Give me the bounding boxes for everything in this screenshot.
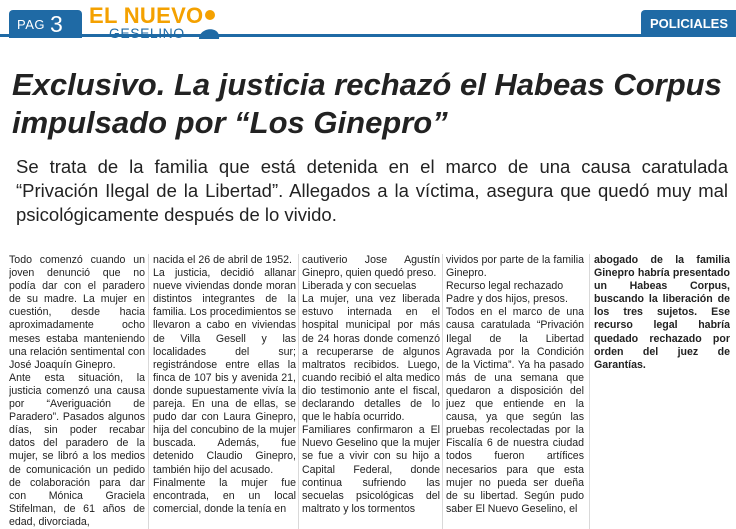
paragraph: La justicia, decidió allanar nueve viviendas donde moran distintos integrantes de la familia. Los procedimientos se llevaron a cabo en viviendas de Villa Gesell y las localidades del sur; registrándose entre ellas la finca de 107 bis y avenida 21, donde supuestamente vivía la pareja. En una de ellas, se pudo dar con Laura Ginepro, hija del concubino de la mujer buscada. Además, fue detenido Claudio Ginepro, también hijo del acusado.	[153, 267, 296, 476]
paragraph: Familiares confirmaron a El Nuevo Geselino que la mujer se fue a vivir con su hijo a Capital Federal, donde continua sufriendo las secuelas psicológicas del maltrato y los tormentos	[302, 424, 440, 515]
paragraph: Padre y dos hijos, presos.	[446, 293, 568, 306]
column-divider	[589, 254, 590, 529]
newspaper-logo	[89, 3, 219, 43]
article-column-4	[446, 254, 584, 529]
subheading: Recurso legal rechazado	[446, 280, 564, 293]
article-column-2	[153, 254, 296, 529]
article-column-5-highlight	[594, 254, 730, 529]
paragraph: nacida el 26 de abril de 1952.	[153, 254, 293, 266]
page-label: PAG	[17, 17, 45, 32]
paragraph: abogado de la familia Ginepro habría presentado un Habeas Corpus, buscando la liberación de los tres sujetos. Ese recurso legal habría quedado rechazado por orden del juez de Garantías.	[594, 254, 730, 371]
page-header	[0, 0, 736, 44]
section-label: POLICIALES	[641, 10, 736, 36]
paragraph: Ante esta situación, la justicia comenzó una causa por “Averiguación de Paradero”. Pasados algunos días, sin poder recabar datos del paradero de la mujer, se libró a los medios de comunicación un pedido de colaboración para dar con Mónica Graciela Stifelman, de 61 años de edad, divorciada,	[9, 371, 145, 528]
column-divider	[442, 254, 443, 529]
logo-line-2: GESELINO	[109, 25, 185, 41]
article-deck: Se trata de la familia que está detenida en el marco de una causa caratulada “Privación Ilegal de la Libertad”. Allegados a la víctima, asegura que quedó muy mal psicológicamente después de lo vivido.	[16, 156, 728, 225]
subheading: Liberada y con secuelas	[302, 280, 417, 293]
page-number: 3	[50, 11, 63, 37]
paragraph: Finalmente la mujer fue encontrada, en un local comercial, donde la tenía en	[153, 476, 296, 515]
article-title: Exclusivo. La justicia rechazó el Habeas Corpus impulsado por “Los Ginepro”	[12, 67, 722, 140]
paragraph: vividos por parte de la familia Ginepro.	[446, 254, 584, 280]
paragraph: La mujer, una vez liberada estuvo internada en el hospital municipal por más de 24 horas donde comenzó a recuperarse de algunos maltratos recibidos. Luego, cuando recibió el alta medico dio testimonio ante el fiscal, declarando detalles de lo que le había ocurrido.	[302, 293, 440, 424]
page-number-tab	[9, 10, 82, 38]
article-column-3	[302, 254, 440, 529]
column-divider	[148, 254, 149, 529]
column-divider	[298, 254, 299, 529]
paragraph: Todos en el marco de una causa caratulada “Privación Ilegal de la Libertad Agravada por la Condición de la Victima”. Ya ha pasado más de una semana que quedaron a disposición del juez que entiende en la causa, ya que según las pruebas recolectadas por la Fiscalía 6 de nuestra ciudad todos fueron artífices necesarios para que esta mujer no pueda ser dueña de su libertad. Según pudo saber El Nuevo Geselino, el	[446, 306, 584, 515]
article-column-1	[9, 254, 145, 529]
logo-line-1: EL NUEVO	[89, 3, 204, 28]
paragraph: Todo comenzó cuando un joven denunció que no podía dar con el paradero de su madre. La mujer en cuestión, desde hacia aproximadamente ocho meses estaba manteniendo una relación sentimental con José Joaquín Ginepro.	[9, 254, 145, 371]
paragraph: cautiverio Jose Agustín Ginepro, quien quedó preso.	[302, 254, 440, 280]
logo-figure-icon	[193, 9, 221, 41]
